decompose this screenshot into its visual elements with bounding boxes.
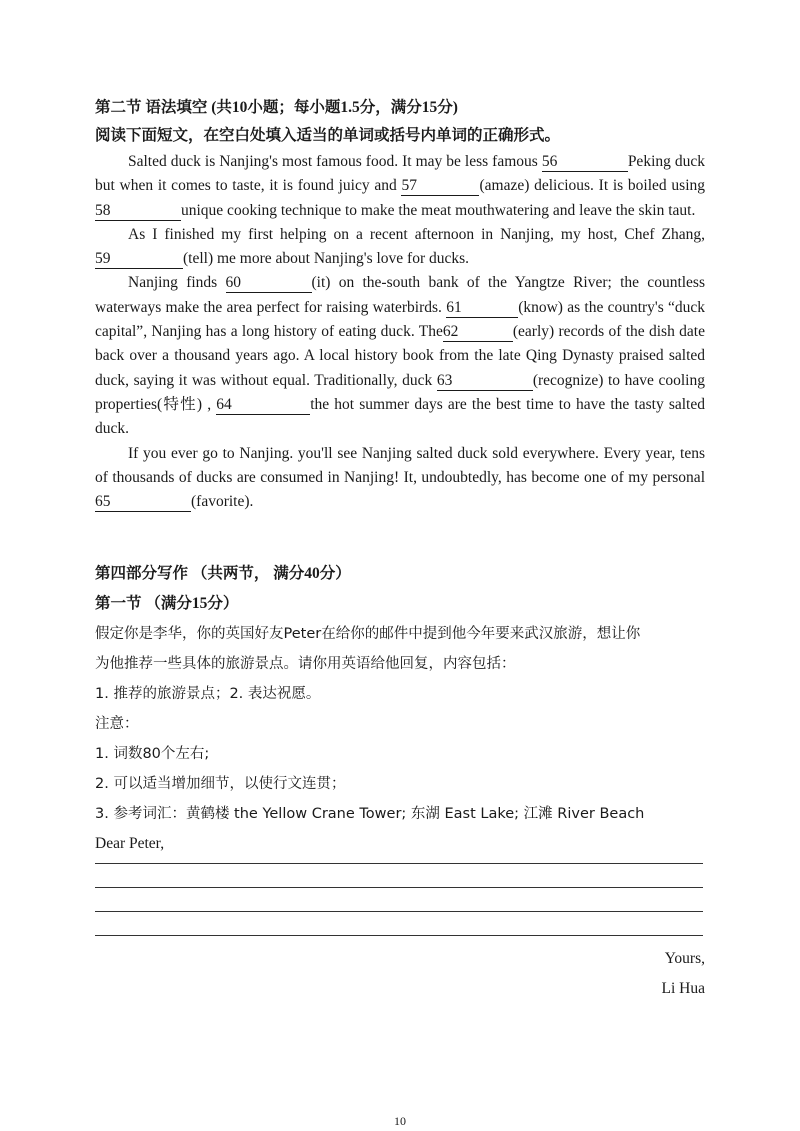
part4-title: 第四部分写作 （共两节， 满分40分） [95, 565, 351, 582]
blank-63[interactable]: 63 [437, 372, 533, 391]
passage-paragraph-1: Salted duck is Nanjing's most famous food. It may be less famous 56 Peking duck but when it comes to taste, it is found juicy and 57 (amaze) delicious. It is boiled using 58 unique cooking technique to make the meat mouthwatering and leave the skin taut. [95, 153, 706, 219]
blank-62[interactable]: 62 [443, 323, 513, 342]
note-word-count: 1. 词数80个左右; [95, 746, 210, 762]
blank-57[interactable]: 57 [401, 177, 479, 196]
blank-61[interactable]: 61 [446, 299, 518, 318]
writing-prompt-line-1: 假定你是李华，你的英国好友Peter在给你的邮件中提到他今年要来武汉旅游，想让你 [95, 626, 641, 642]
note-details: 2. 可以适当增加细节，以使行文连贯； [95, 776, 346, 792]
section2-instruction: 阅读下面短文，在空白处填入适当的单词或括号内单词的正确形式。 [95, 127, 561, 144]
note-vocabulary: 3. 参考词汇：黄鹤楼 the Yellow Crane Tower; 东湖 East Lake; 江滩 River Beach [95, 806, 645, 822]
part4-subtitle: 第一节 （满分15分） [95, 595, 239, 612]
letter-closing: Yours, [664, 950, 705, 967]
passage-paragraph-3: Nanjing finds 60 (it) on the-south bank of the Yangtze River; the countless waterways make the area perfect for raising waterbirds. 61 (know) as the country's “duck capital”, Nanjing has a long history of eating duck. The62 (early) records of the dish date back over a thousand years ago. A local history book from the late Qing Dynasty praised salted duck, saying it was without equal. Traditionally, duck 63 (recognize) to have cooling properties(特性) , 64 the hot summer days are the best time to have the tasty salted duck. [95, 274, 706, 438]
notes-label: 注意： [95, 716, 139, 732]
letter-signature: Li Hua [661, 980, 705, 997]
writing-section [95, 559, 705, 859]
writing-content-items: 1. 推荐的旅游景点；2. 表达祝愿。 [95, 686, 321, 702]
letter-closing-block [95, 944, 705, 1004]
passage-paragraph-2: As I finished my first helping on a recent afternoon in Nanjing, my host, Chef Zhang, 59 (tell) me more about Nanjing's love for ducks. [95, 225, 705, 268]
answer-line[interactable] [95, 863, 703, 864]
writing-prompt-line-2: 为他推荐一些具体的旅游景点。请你用英语给他回复，内容包括： [95, 656, 516, 672]
blank-60[interactable]: 60 [226, 274, 312, 293]
blank-59[interactable]: 59 [95, 250, 183, 269]
answer-line[interactable] [95, 935, 703, 936]
blank-58[interactable]: 58 [95, 202, 181, 221]
answer-line[interactable] [95, 911, 703, 912]
blank-65[interactable]: 65 [95, 493, 191, 512]
blank-56[interactable]: 56 [542, 153, 628, 172]
answer-line[interactable] [95, 887, 703, 888]
letter-greeting: Dear Peter, [95, 835, 165, 852]
page-number: 10 [394, 1114, 406, 1128]
blank-64[interactable]: 64 [216, 396, 310, 415]
passage-paragraph-4: If you ever go to Nanjing. you'll see Nanjing salted duck sold everywhere. Every year, tens of thousands of ducks are consumed in Nanjing! It, undoubtedly, has become one of my personal 65 (favorite). [95, 444, 705, 511]
section2-title: 第二节 语法填空 (共10小题；每小题1.5分，满分15分) [95, 99, 458, 116]
cloze-passage [95, 150, 705, 514]
